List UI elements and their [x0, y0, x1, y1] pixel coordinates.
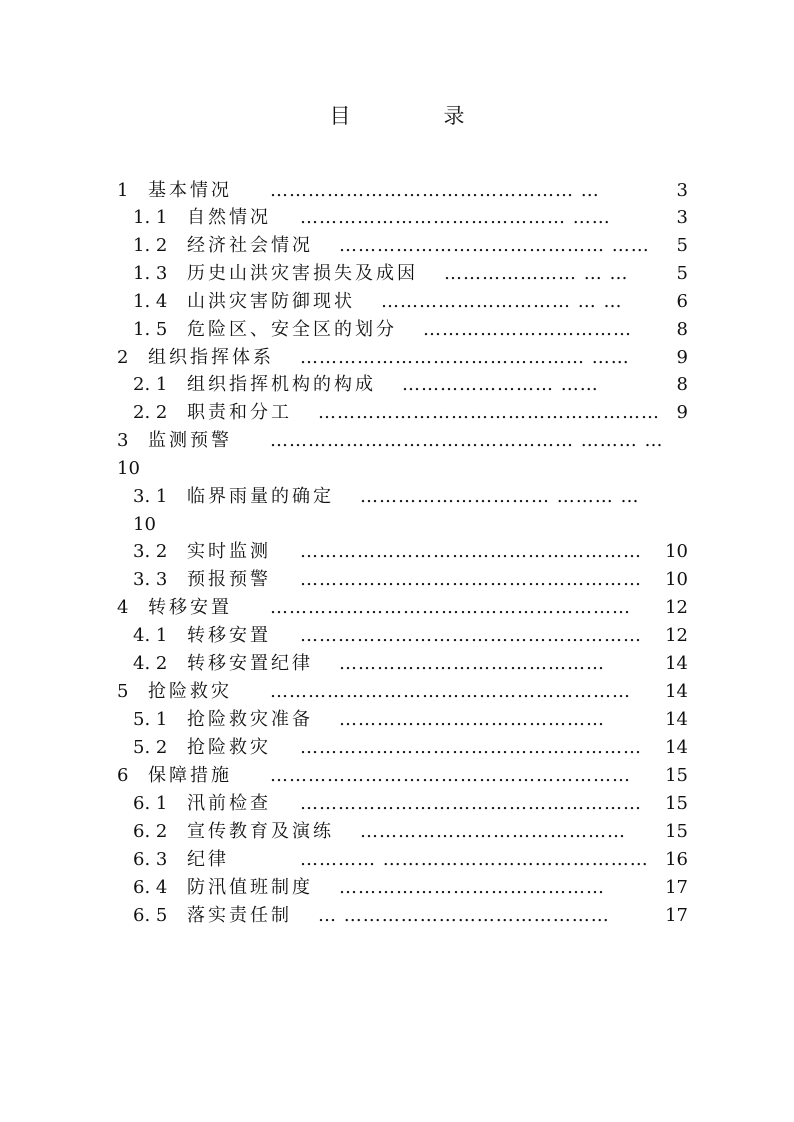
toc-entry-leader: ………………………………………………: [300, 793, 642, 814]
toc-entry[interactable]: [0, 484, 794, 535]
toc-entry-page: 17: [665, 905, 688, 926]
toc-entry[interactable]: [0, 400, 794, 426]
toc-entry-number: 1. 5: [133, 319, 168, 340]
toc-entry-label: 经济社会情况: [187, 235, 313, 256]
toc-entry[interactable]: [0, 372, 794, 398]
toc-entry-leader: ……………………………: [423, 319, 632, 340]
toc-entry-leader: ……………………………………… ……: [300, 347, 630, 368]
toc-entry-page: 15: [665, 793, 688, 814]
toc-entry[interactable]: [0, 679, 794, 705]
toc-entry-page: 8: [676, 374, 688, 395]
toc-entry[interactable]: [0, 875, 794, 901]
toc-entry-number: 3. 1: [133, 486, 168, 507]
toc-entry-leader: ……………………………………: [339, 653, 605, 674]
toc-entry-number: 6: [117, 765, 129, 786]
toc-entry-leader: ………………………………………… ……… …: [270, 430, 664, 451]
toc-entry[interactable]: [0, 317, 794, 343]
toc-entry-label: 职责和分工: [187, 402, 292, 423]
toc-entry[interactable]: [0, 651, 794, 677]
toc-entry-number: 6. 3: [133, 849, 168, 870]
toc-entry-page: 15: [665, 821, 688, 842]
toc-entry-number: 1. 2: [133, 235, 168, 256]
toc-entry-label: 危险区、安全区的划分: [187, 319, 397, 340]
toc-entry-label: 基本情况: [148, 180, 232, 201]
toc-entry-leader: ………………………………………… …: [270, 180, 600, 201]
toc-entry-number: 4: [117, 597, 129, 618]
toc-entry-number: 6. 1: [133, 793, 168, 814]
toc-entry[interactable]: [0, 735, 794, 761]
toc-entry-label: 组织指挥体系: [148, 347, 274, 368]
toc-entry-leader: …………………………………… ……: [300, 207, 611, 228]
toc-entry-page: 10: [665, 541, 688, 562]
toc-entry-number: 6. 4: [133, 877, 168, 898]
toc-entry-label: 保障措施: [148, 765, 232, 786]
toc-entry-number: 3. 3: [133, 569, 168, 590]
toc-entry[interactable]: [0, 539, 794, 565]
toc-entry-leader: …………………… ……: [402, 374, 599, 395]
toc-entry[interactable]: [0, 623, 794, 649]
toc-entry-page: 12: [665, 597, 688, 618]
toc-entry-label: 实时监测: [187, 541, 271, 562]
toc-entry-leader: ………………………… ……… …: [360, 486, 640, 507]
toc-entry-label: 汛前检查: [187, 793, 271, 814]
toc-entry-number: 1. 3: [133, 263, 168, 284]
toc-entry-page: 5: [676, 235, 688, 256]
toc-entry[interactable]: [0, 261, 794, 287]
toc-entry-leader: ……………………………………: [360, 821, 626, 842]
toc-entry-page: 17: [665, 877, 688, 898]
toc-entry-label: 纪律: [187, 849, 229, 870]
toc-entry[interactable]: [0, 763, 794, 789]
toc-entry-page: 10: [665, 569, 688, 590]
toc-entry-page: 3: [676, 180, 688, 201]
toc-entry-leader: ……………………………………: [339, 877, 605, 898]
toc-entry-label: 转移安置: [187, 625, 271, 646]
toc-entry-number: 4. 1: [133, 625, 168, 646]
toc-entry-page: 12: [665, 625, 688, 646]
toc-entry-page: 6: [676, 291, 688, 312]
toc-entry-leader: …………………………………………………: [270, 597, 631, 618]
toc-entry-page: 14: [665, 737, 688, 758]
toc-entry-page: 3: [676, 207, 688, 228]
toc-entry-leader: ………………………………………………: [318, 402, 660, 423]
toc-entry-label: 转移安置纪律: [187, 653, 313, 674]
toc-entry-leader: ………………… … …: [444, 263, 629, 284]
toc-entry-leader: ………………………………………………: [300, 541, 642, 562]
toc-entry[interactable]: [0, 205, 794, 231]
toc-entry[interactable]: [0, 345, 794, 371]
toc-entry-leader: ………………………… … …: [381, 291, 623, 312]
toc-entry-label: 自然情况: [187, 207, 271, 228]
toc-entry-number: 6. 2: [133, 821, 168, 842]
toc-entry-label: 临界雨量的确定: [187, 486, 334, 507]
toc-entry[interactable]: [0, 707, 794, 733]
toc-entry-leader: ………… ……………………………………: [300, 849, 649, 870]
toc-entry-page: 9: [676, 347, 688, 368]
toc-entry-leader: ………………………………………………: [300, 737, 642, 758]
toc-entry-leader: …………………………………… ……: [339, 235, 650, 256]
toc-entry-page: 14: [665, 681, 688, 702]
toc-entry-label: 历史山洪灾害损失及成因: [187, 263, 418, 284]
toc-entry-number: 1. 1: [133, 207, 168, 228]
toc-entry-leader: … ……………………………………: [318, 905, 610, 926]
toc-entry-page: 8: [676, 319, 688, 340]
toc-entry[interactable]: [0, 791, 794, 817]
toc-entry-label: 抢险救灾: [148, 681, 232, 702]
toc-entry-number: 6. 5: [133, 905, 168, 926]
toc-entry[interactable]: [0, 428, 794, 479]
toc-entry-label: 监测预警: [148, 430, 232, 451]
toc-entry[interactable]: [0, 903, 794, 929]
toc-entry-page: 10: [133, 514, 156, 535]
toc-entry-leader: ………………………………………………: [300, 569, 642, 590]
toc-entry-number: 1. 4: [133, 291, 168, 312]
toc-entry-number: 5: [117, 681, 129, 702]
toc-entry[interactable]: [0, 595, 794, 621]
toc-entry-leader: ……………………………………: [339, 709, 605, 730]
toc-entry-page: 14: [665, 653, 688, 674]
document-title: 目 录: [329, 104, 501, 128]
toc-entry-page: 5: [676, 263, 688, 284]
toc-entry-label: 组织指挥机构的构成: [187, 374, 376, 395]
toc-entry-label: 转移安置: [148, 597, 232, 618]
toc-entry-label: 山洪灾害防御现状: [187, 291, 355, 312]
toc-entry-number: 4. 2: [133, 653, 168, 674]
toc-entry-number: 3. 2: [133, 541, 168, 562]
toc-entry[interactable]: [0, 178, 794, 204]
toc-entry-number: 5. 1: [133, 709, 168, 730]
toc-entry-number: 2. 1: [133, 374, 168, 395]
toc-entry-number: 5. 2: [133, 737, 168, 758]
toc-entry-leader: …………………………………………………: [270, 681, 631, 702]
toc-entry-label: 落实责任制: [187, 905, 292, 926]
toc-entry[interactable]: [0, 567, 794, 593]
toc-entry-leader: …………………………………………………: [270, 765, 631, 786]
toc-entry-page: 9: [676, 402, 688, 423]
toc-entry[interactable]: [0, 289, 794, 315]
toc-entry-leader: ………………………………………………: [300, 625, 642, 646]
toc-entry-label: 抢险救灾准备: [187, 709, 313, 730]
toc-entry-page: 10: [117, 458, 140, 479]
toc-entry-number: 3: [117, 430, 129, 451]
toc-entry-number: 2. 2: [133, 402, 168, 423]
toc-entry[interactable]: [0, 819, 794, 845]
toc-entry-number: 2: [117, 347, 129, 368]
toc-entry-label: 抢险救灾: [187, 737, 271, 758]
toc-entry-label: 宣传教育及演练: [187, 821, 334, 842]
toc-entry-number: 1: [117, 180, 129, 201]
toc-entry[interactable]: [0, 847, 794, 873]
toc-entry[interactable]: [0, 233, 794, 259]
toc-entry-label: 防汛值班制度: [187, 877, 313, 898]
toc-entry-page: 15: [665, 765, 688, 786]
toc-entry-page: 14: [665, 709, 688, 730]
toc-entry-label: 预报预警: [187, 569, 271, 590]
toc-entry-page: 16: [665, 849, 688, 870]
